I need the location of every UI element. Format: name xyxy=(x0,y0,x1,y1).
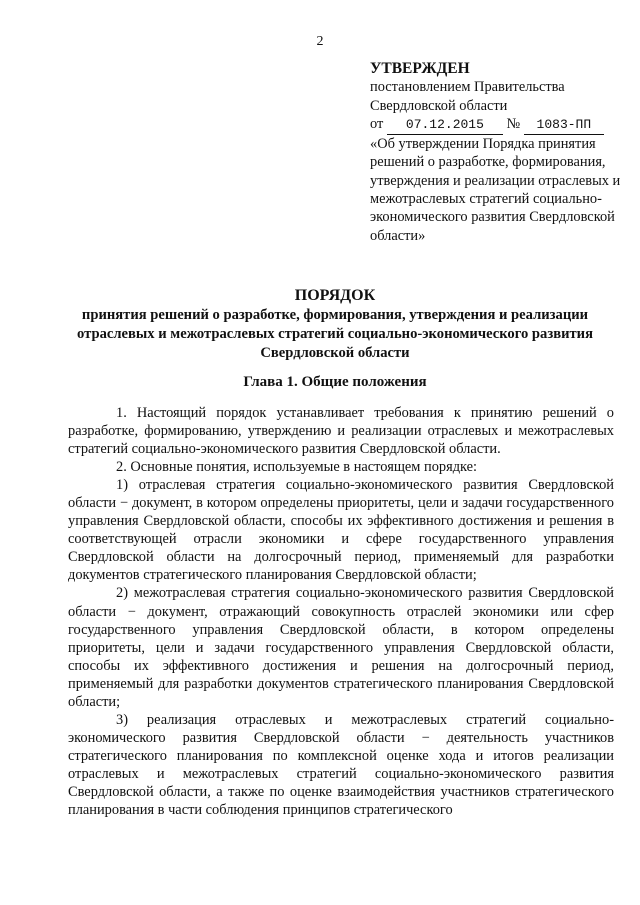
approval-date-line xyxy=(370,115,632,135)
document-body xyxy=(68,404,614,819)
document-title-block xyxy=(70,286,600,363)
approval-date: 07.12.2015 xyxy=(387,116,503,135)
paragraph: 3) реализация отраслевых и межотраслевых стратегий социально-экономического развития Свердловской области − деятельность участников стратегического планирования по комплексной оценке хода и итогов реализации отраслевых и межотраслевых стратегий социально-экономического развития Свердловской области, а также по оценке взаимодействия участников стратегического планирования в части соблюдения принципов стратегического xyxy=(68,711,614,819)
approval-line: Свердловской области xyxy=(370,97,508,114)
approval-doc-title: «Об утверждении Порядка принятия решений о разработке, формирования, утверждения и реализации отраслевых и межотраслевых стратегий социально-экономического развития Свердловской области» xyxy=(370,136,621,244)
document-subtitle: принятия решений о разработке, формирования, утверждения и реализации отраслевых и межотраслевых стратегий социально-экономического развития Свердловской области xyxy=(77,307,593,361)
chapter-heading: Глава 1. Общие положения xyxy=(243,374,427,390)
approval-number: 1083-ПП xyxy=(524,116,604,135)
paragraph: 2. Основные понятия, используемые в настоящем порядке: xyxy=(116,459,478,476)
paragraph: 1. Настоящий порядок устанавливает требования к принятию решений о разработке, формированию, утверждению и реализации отраслевых и межотраслевых стратегий социально-экономического развития Свердловской области. xyxy=(68,405,614,458)
approval-line: постановлением Правительства xyxy=(370,79,565,96)
page-number: 2 xyxy=(316,34,324,49)
approval-heading: УТВЕРЖДЕН xyxy=(370,60,470,77)
paragraph: 1) отраслевая стратегия социально-экономического развития Свердловской области − документ, в котором определены приоритеты, цели и задачи государственного управления Свердловской области, способы их эффективного достижения и решения в соответствующей отрасли экономики и сфере государственного управления Свердловской области на долгосрочный период, применяемый для разработки документов стратегического планирования Свердловской области; xyxy=(68,477,614,584)
number-prefix: № xyxy=(506,115,521,132)
document-title: ПОРЯДОК xyxy=(294,287,376,304)
date-prefix: от xyxy=(370,115,384,132)
approval-stamp xyxy=(370,60,632,245)
paragraph: 2) межотраслевая стратегия социально-экономического развития Свердловской области − документ, отражающий совокупность отраслей экономики или сфер государственного управления Свердловской области, в котором определены приоритеты, цели и задачи государственного управления Свердловской области, способы их эффективного достижения и решения на долгосрочный период, применяемый для разработки документов стратегического планирования Свердловской области; xyxy=(68,585,614,710)
